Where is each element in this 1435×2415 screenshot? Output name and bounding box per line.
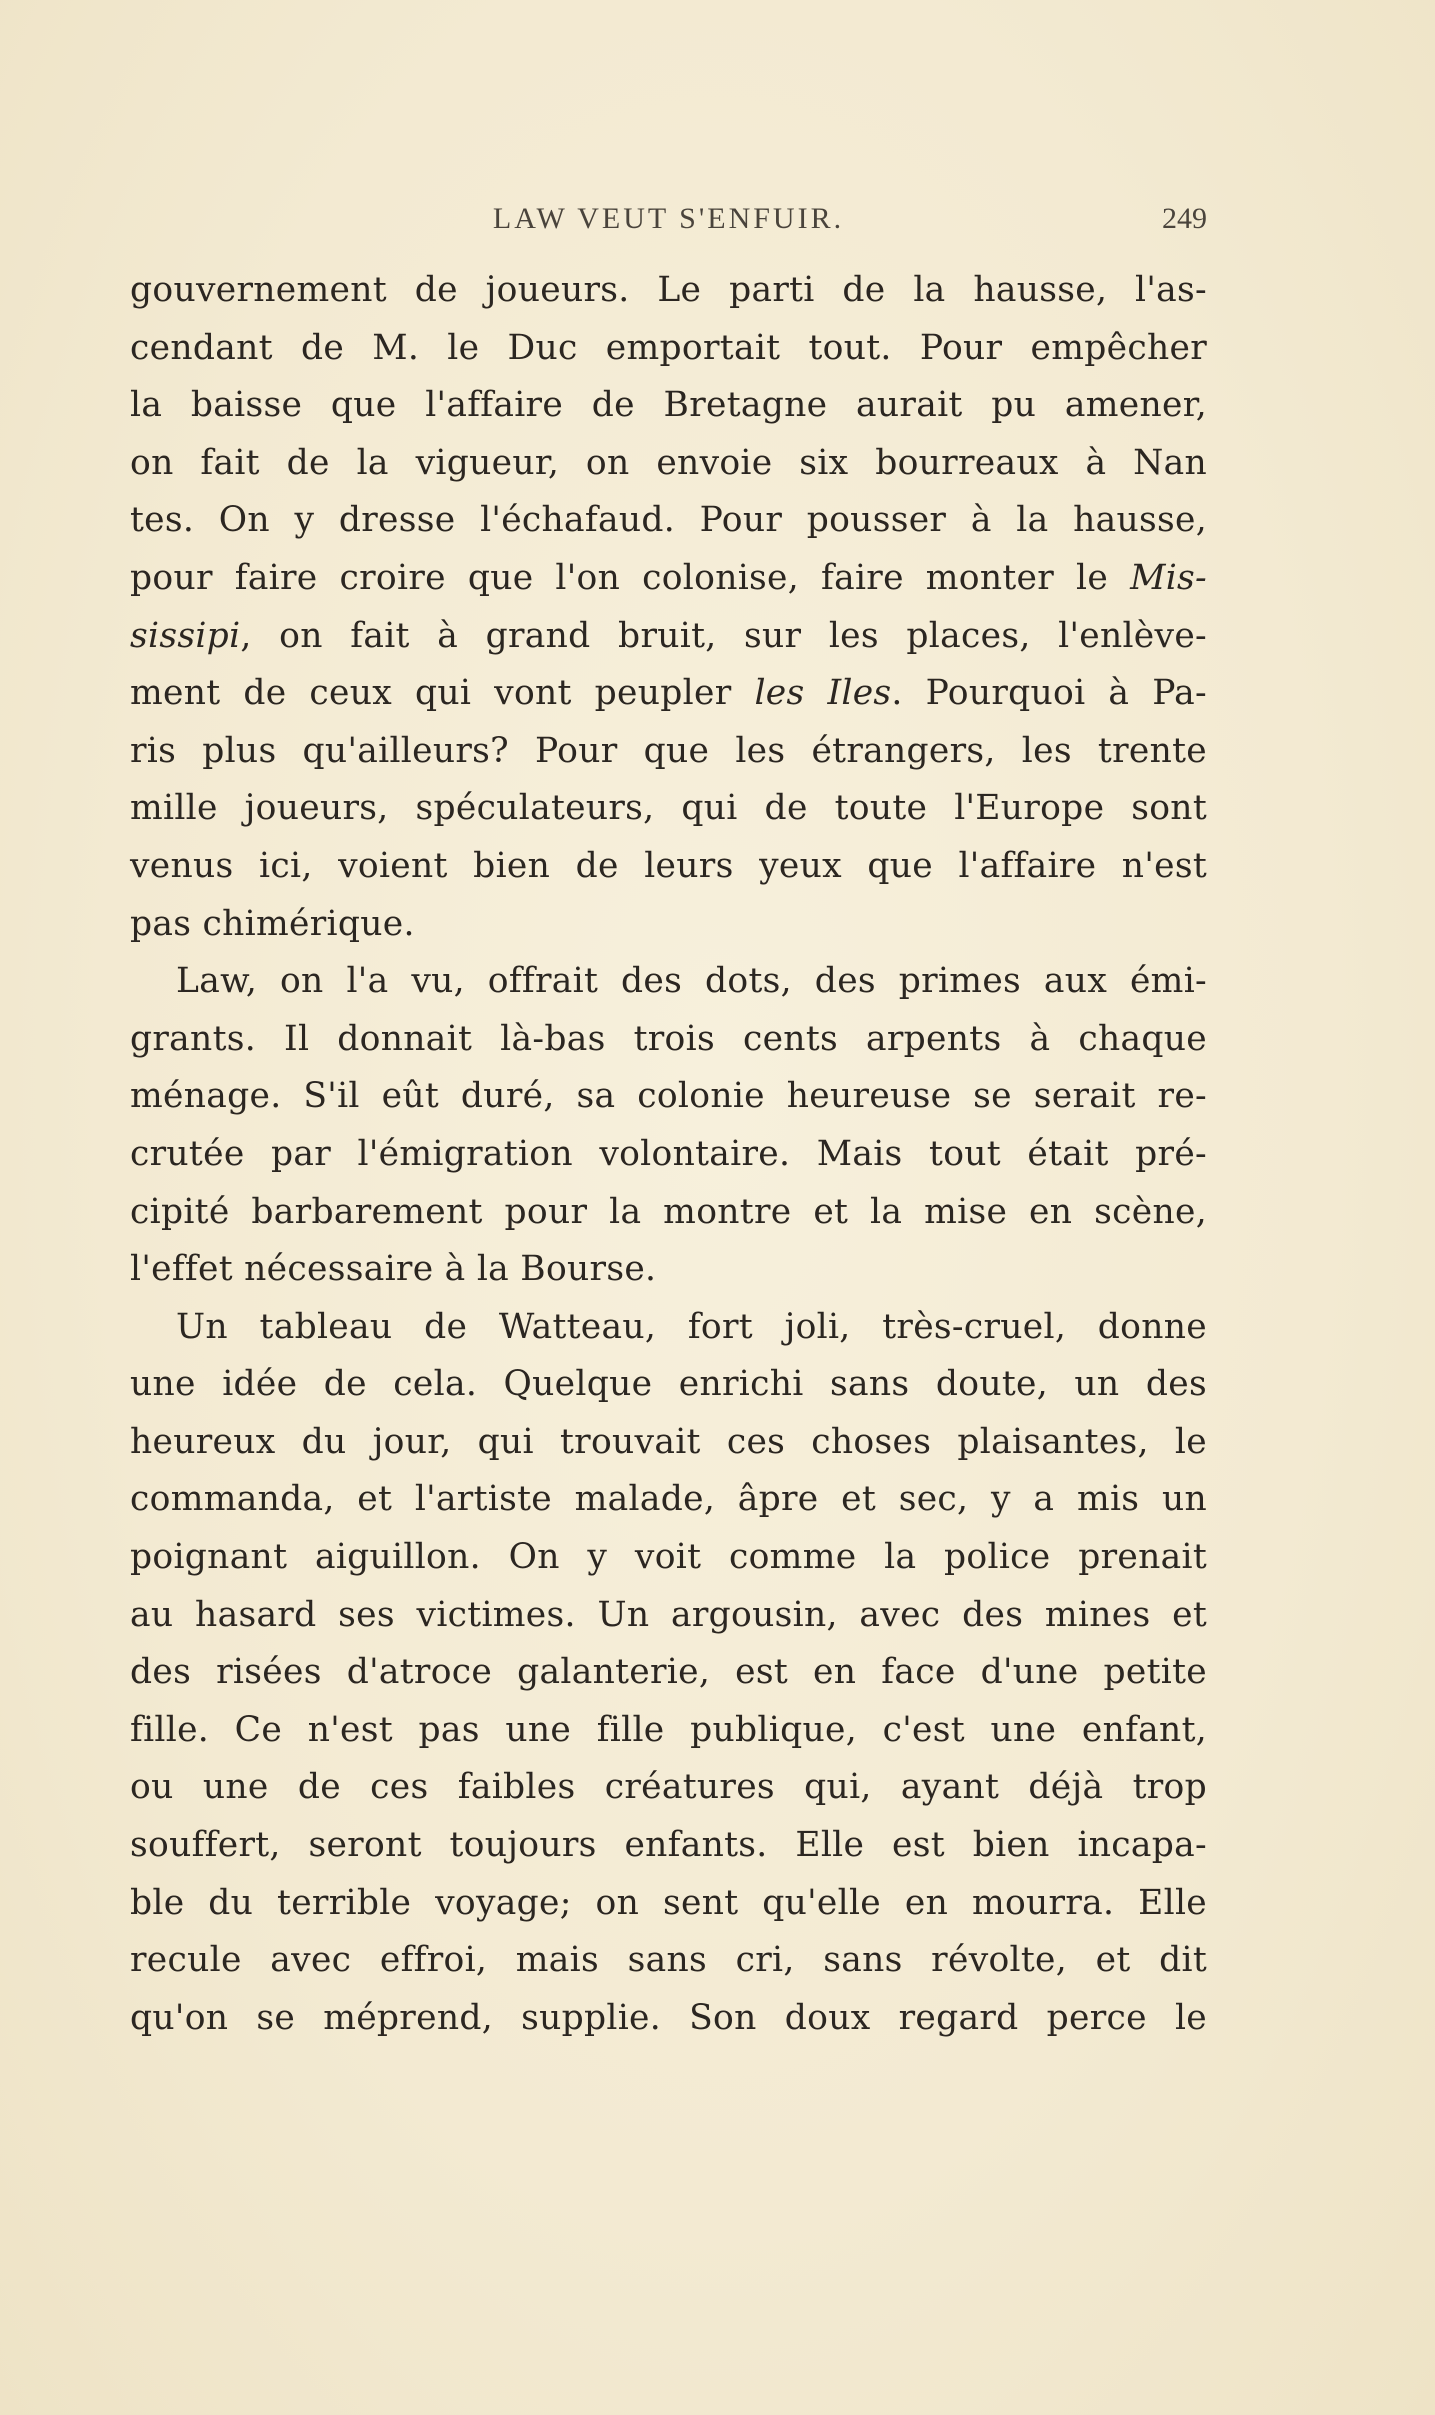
paragraph-start: Un tableau de Watteau, fort joli, très-cruel, donne	[176, 1306, 1207, 1347]
text-line: commanda, et l'artiste malade, âpre et sec, y a mis un	[130, 1479, 1207, 1520]
page-number: 249	[1162, 202, 1207, 235]
text-line: grants. Il donnait là-bas trois cents arpents à chaque	[130, 1018, 1207, 1059]
text-line: pas chimérique.	[130, 903, 415, 944]
running-title: LAW VEUT S'ENFUIR.	[492, 202, 845, 235]
text-line: qu'on se méprend, supplie. Son doux regard perce le	[130, 1997, 1207, 2038]
italic-term: Mis-	[1130, 557, 1207, 598]
page-header	[130, 202, 1207, 242]
text-segment: ment de ceux qui vont peupler	[130, 673, 755, 714]
body-text	[130, 262, 1207, 2047]
text-line: tes. On y dresse l'échafaud. Pour pousser à la hausse,	[130, 500, 1207, 541]
italic-term: les Iles	[754, 673, 892, 714]
text-line: une idée de cela. Quelque enrichi sans doute, un des	[130, 1364, 1207, 1405]
text-segment: . Pourquoi à Pa-	[891, 673, 1207, 714]
text-line: venus ici, voient bien de leurs yeux que l'affaire n'est	[130, 845, 1207, 886]
text-line: la baisse que l'affaire de Bretagne aurait pu amener,	[130, 385, 1207, 426]
text-line: l'effet nécessaire à la Bourse.	[130, 1249, 657, 1290]
text-line: poignant aiguillon. On y voit comme la police prenait	[130, 1537, 1207, 1578]
text-segment: , on fait à grand bruit, sur les places, l'enlève-	[240, 615, 1207, 656]
text-line: ris plus qu'ailleurs? Pour que les étrangers, les trente	[130, 730, 1207, 771]
text-line	[130, 550, 1207, 608]
text-line	[130, 608, 1207, 666]
text-line: au hasard ses victimes. Un argousin, avec des mines et	[130, 1594, 1207, 1635]
text-line: heureux du jour, qui trouvait ces choses plaisantes, le	[130, 1421, 1207, 1462]
text-line	[130, 665, 1207, 723]
text-line: souffert, seront toujours enfants. Elle est bien incapa-	[130, 1825, 1207, 1866]
text-line: fille. Ce n'est pas une fille publique, c'est une enfant,	[130, 1709, 1207, 1750]
text-segment: pour faire croire que l'on colonise, faire monter le	[130, 557, 1131, 598]
text-line: ble du terrible voyage; on sent qu'elle en mourra. Elle	[130, 1882, 1207, 1923]
text-line: des risées d'atroce galanterie, est en face d'une petite	[130, 1652, 1207, 1693]
text-line: gouvernement de joueurs. Le parti de la hausse, l'as-	[130, 270, 1207, 310]
text-line: crutée par l'émigration volontaire. Mais tout était pré-	[130, 1133, 1207, 1174]
text-line: mille joueurs, spéculateurs, qui de toute l'Europe sont	[130, 788, 1207, 829]
italic-term: sissipi	[130, 615, 241, 656]
text-line: recule avec effroi, mais sans cri, sans révolte, et dit	[130, 1940, 1207, 1981]
text-line: on fait de la vigueur, on envoie six bourreaux à Nan	[130, 442, 1207, 483]
text-line: cendant de M. le Duc emportait tout. Pour empêcher	[130, 327, 1207, 368]
text-line: cipité barbarement pour la montre et la mise en scène,	[130, 1191, 1207, 1232]
text-line: ou une de ces faibles créatures qui, ayant déjà trop	[130, 1767, 1207, 1808]
text-line: ménage. S'il eût duré, sa colonie heureuse se serait re-	[130, 1076, 1207, 1117]
paragraph-start: Law, on l'a vu, offrait des dots, des primes aux émi-	[176, 961, 1207, 1002]
